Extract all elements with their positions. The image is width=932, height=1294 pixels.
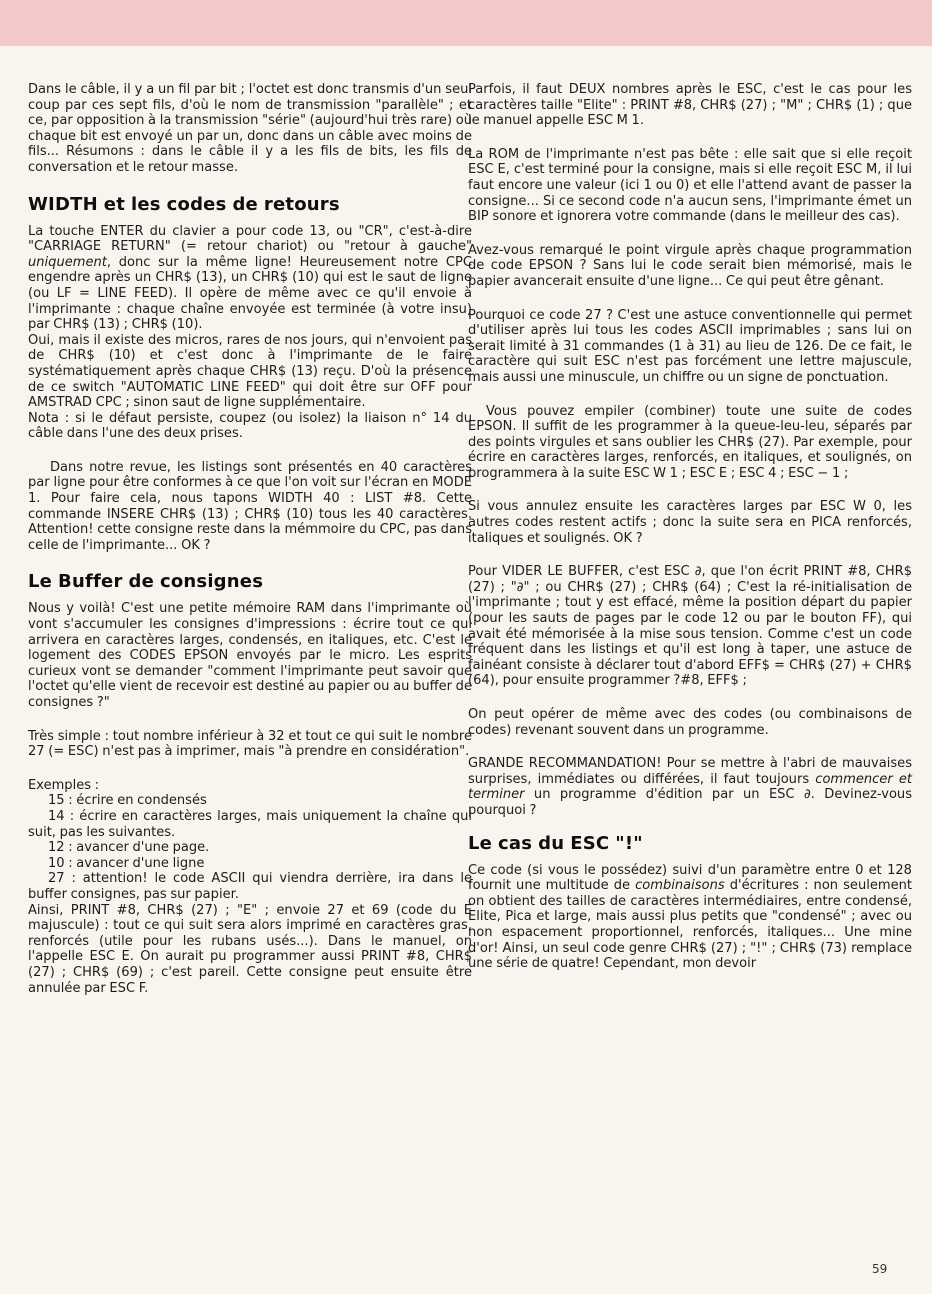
top-color-band [0, 0, 932, 46]
emphasis: uniquement [28, 254, 107, 270]
emphasis: commencer et terminer [468, 771, 912, 803]
paragraph: La touche ENTER du clavier a pour code 13, ou "CR", c'est-à-dire "CARRIAGE RETURN" (= retour chariot) ou "retour à gauche" uniquement, donc sur la même ligne! Heureusement notre CPC engendre après un CHR$ (13), un CHR$ (10) qui est le saut de ligne (ou LF = LINE FEED). Il opère de même avec ce qu'il envoie à l'imprimante : chaque chaîne envoyée est terminée (à votre insu) par CHR$ (13) ; CHR$ (10). [28, 223, 472, 333]
paragraph: Si vous annulez ensuite les caractères larges par ESC W 0, les autres codes restent actifs ; donc la suite sera en PICA renforcés, italiques et soulignés. OK ? [468, 499, 912, 546]
paragraph: Parfois, il faut DEUX nombres après le ESC, c'est le cas pour les caractères taille "Elite" : PRINT #8, CHR$ (27) ; "M" ; CHR$ (1) ; que le manuel appelle ESC M 1. [468, 82, 912, 129]
right-column [468, 82, 912, 972]
paragraph: Pour VIDER LE BUFFER, c'est ESC ∂, que l'on écrit PRINT #8, CHR$ (27) ; "∂" ; ou CHR$ (27) ; CHR$ (64) ; C'est la ré-initialisation de l'imprimante ; tout y est effacé, même la position départ du papier (pour les sauts de pages par le code 12 ou par le bouton FF), qui avait été mémorisée à la mise sous tension. Comme c'est un code fréquent dans les listings et qu'il est long à taper, une astuce de fainéant consiste à déclarer tout d'abord EFF$ = CHR$ (27) + CHR$ (64), pour ensuite programmer ?#8, EFF$ ; [468, 564, 912, 689]
example-item: 12 : avancer d'une page. [48, 840, 210, 856]
paragraph: On peut opérer de même avec des codes (ou combinaisons de codes) revenant souvent dans un programme. [468, 707, 912, 738]
section-heading-width: WIDTH et les codes de retours [28, 193, 340, 215]
paragraph: La ROM de l'imprimante n'est pas bête : elle sait que si elle reçoit ESC E, c'est terminé pour la consigne, mais si elle reçoit ESC M, il lui faut encore une valeur (ici 1 ou 0) et elle l'attend avant de passer la consigne... Si ce second code n'a aucun sens, l'imprimante émet un BIP sonore et ignorera votre commande (dans le meilleur des cas). [468, 146, 912, 225]
paragraph-note: Nota : si le défaut persiste, coupez (ou isolez) la liaison n° 14 du câble dans l'une des deux prises. [28, 410, 472, 442]
paragraph: Très simple : tout nombre inférieur à 32 et tout ce qui suit le nombre 27 (= ESC) n'est pas à imprimer, mais "à prendre en considération". [28, 728, 472, 760]
paragraph: Avez-vous remarqué le point virgule après chaque programmation de code EPSON ? Sans lui le code serait bien mémorisé, mais le papier avancerait ensuite d'une ligne... Ce qui peut être gênant. [468, 242, 912, 289]
paragraph: Pourquoi ce code 27 ? C'est une astuce conventionnelle qui permet d'utiliser après lui tous les codes ASCII imprimables ; sans lui on serait limité à 31 commandes (1 à 31) au lieu de 126. De ce fait, le caractère qui suit ESC n'est pas forcément une lettre majuscule, mais aussi une minuscule, un chiffre ou un signe de ponctuation. [468, 307, 912, 385]
page-number: 59 [872, 1262, 888, 1276]
example-item: 15 : écrire en condensés [48, 793, 207, 809]
paragraph: Nous y voilà! C'est une petite mémoire RAM dans l'imprimante où vont s'accumuler les consignes d'impressions : écrire tout ce qui arrivera en caractères larges, condensés, en italiques, etc. C'est le logement des CODES EPSON envoyés par le micro. Les esprits curieux vont se demander "comment l'imprimante peut savoir que l'octet qu'elle vient de recevoir est destiné au papier ou au buffer de consignes ?" [28, 601, 472, 710]
paragraph: Dans notre revue, les listings sont présentés en 40 caractères par ligne pour être conformes à ce que l'on voit sur l'écran en MODE 1. Pour faire cela, nous tapons WIDTH 40 : LIST #8. Cette commande INSERE CHR$ (13) ; CHR$ (10) tous les 40 caractères. Attention! cette consigne reste dans la mémmoire du CPC, pas dans celle de l'imprimante... OK ? [28, 459, 472, 553]
paragraph: Ainsi, PRINT #8, CHR$ (27) ; "E" ; envoie 27 et 69 (code du E majuscule) : tout ce qui suit sera alors imprimé en caractères gras, renforcés (utile pour les rubans usés...). Dans le manuel, on l'appelle ESC E. On aurait pu programmer aussi PRINT #8, CHR$ (27) ; CHR$ (69) ; c'est pareil. Cette consigne peut ensuite être annulée par ESC F. [28, 902, 472, 996]
section-heading-buffer: Le Buffer de consignes [28, 571, 264, 593]
section-heading-esc: Le cas du ESC "!" [468, 832, 643, 854]
left-column [28, 82, 472, 996]
paragraph: Vous pouvez empiler (combiner) toute une suite de codes EPSON. Il suffit de les programmer à la queue-leu-leu, séparés par des points virgules et sans oublier les CHR$ (27). Par exemple, pour écrire en caractères larges, renforcés, en italiques, et soulignés, on programmera à la suite ESC W 1 ; ESC E ; ESC 4 ; ESC − 1 ; [468, 403, 912, 481]
example-item: 27 : attention! le code ASCII qui viendra derrière, ira dans le buffer consignes, pas sur papier. [28, 871, 472, 902]
examples-title: Exemples : [28, 777, 100, 793]
paragraph: GRANDE RECOMMANDATION! Pour se mettre à l'abri de mauvaises surprises, immédiates ou différées, il faut toujours commencer et terminer un programme d'édition par un ESC ∂. Devinez-vous pourquoi ? [468, 756, 912, 818]
example-item: 10 : avancer d'une ligne [48, 855, 205, 871]
paragraph: Ce code (si vous le possédez) suivi d'un paramètre entre 0 et 128 fournit une multitude de combinaisons d'écritures : non seulement on obtient des tailles de caractères intermédiaires, entre condensé, Elite, Pica et large, mais aussi plus petits que "condensé" ; avec ou non espacement proportionnel, renforcés, italiques... Une mine d'or! Ainsi, un seul code genre CHR$ (27) ; "!" ; CHR$ (73) remplace une série de quatre! Cependant, mon devoir [468, 862, 912, 972]
paragraph: Oui, mais il existe des micros, rares de nos jours, qui n'envoient pas de CHR$ (10) et c'est donc à l'imprimante de le faire systématiquement après chaque CHR$ (13) reçu. D'où la présence de ce switch "AUTOMATIC LINE FEED" qui doit être sur OFF pour AMSTRAD CPC ; sinon saut de ligne supplémentaire. [28, 332, 472, 411]
paragraph: Dans le câble, il y a un fil par bit ; l'octet est donc transmis d'un seul coup par ces sept fils, d'où le nom de transmission "parallèle" ; et ce, par opposition à la transmission "série" (aujourd'hui très rare) où chaque bit est envoyé un par un, donc dans un câble avec moins de fils... Résumons : dans le câble il y a les fils de bits, les fils de conversation et le retour masse. [28, 82, 472, 175]
emphasis: combinaisons [635, 878, 725, 894]
example-item: 14 : écrire en caractères larges, mais uniquement la chaîne qui suit, pas les suivantes. [28, 808, 472, 840]
